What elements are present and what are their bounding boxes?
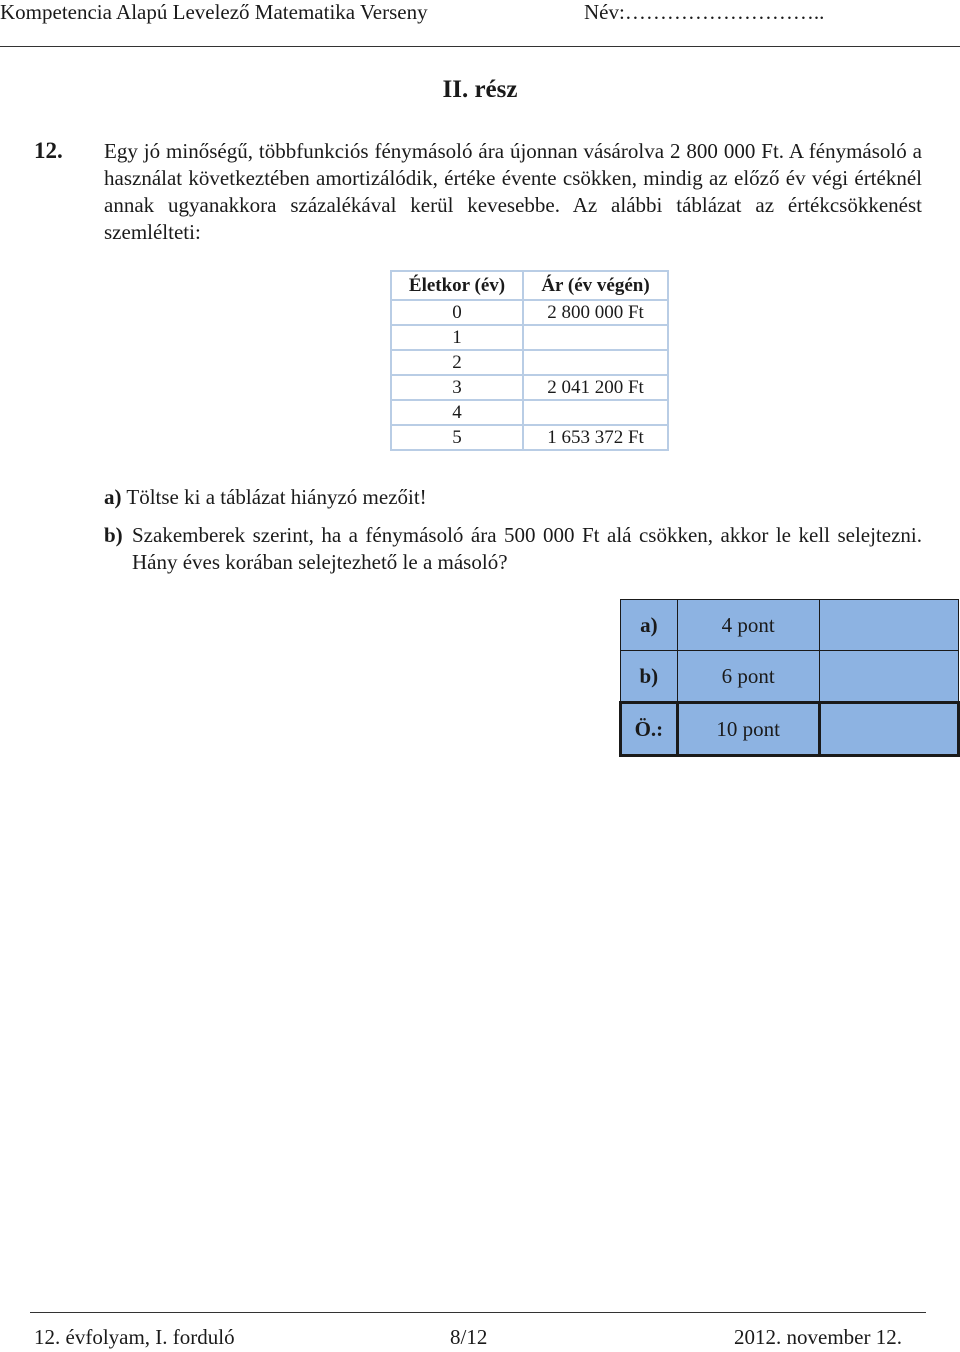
column-header-age: Életkor (év) [391,271,523,300]
question-b-text: Szakemberek szerint, ha a fénymásoló ára 500 000 Ft alá csökken, akkor le kell selejtezni. Hány éves korában selejtezhető le a másoló? [132,523,922,574]
question-a-label: a) [104,485,122,509]
age-cell: 5 [391,425,523,450]
footer-date: 2012. november 12. [734,1325,902,1349]
task-text: Egy jó minőségű, többfunkciós fénymásoló ára újonnan vásárolva 2 800 000 Ft. A fénymásoló a használat következtében amortizálódik, értéke évente csökken, mindig az előző év végi értéknél annak ugyanakkora százalékával kerül kevesebbe. Az alábbi táblázat az értékcsökkenést szemlélteti: [104,139,922,244]
age-cell: 1 [391,325,523,350]
score-total-input-cell[interactable] [819,703,958,756]
score-row [621,651,959,703]
table-row [391,350,668,375]
table-header-row [391,271,668,300]
depreciation-table [390,270,669,451]
score-max-points: 6 pont [677,651,819,703]
price-cell-empty[interactable] [523,400,668,425]
question-a [104,484,427,511]
question-b-label: b) [104,523,123,547]
header-divider [0,46,960,47]
page-number: 8/12 [450,1325,488,1349]
footer-grade-round: 12. évfolyam, I. forduló [34,1325,235,1349]
score-row [621,600,959,651]
score-max-points: 4 pont [677,600,819,651]
score-table [619,599,960,757]
score-total-label: Ö.: [621,703,678,756]
table-row [391,400,668,425]
score-label: a) [621,600,678,651]
table-row [391,375,668,400]
question-b [104,522,922,576]
price-cell: 1 653 372 Ft [523,425,668,450]
age-cell: 2 [391,350,523,375]
question-a-text: Töltse ki a táblázat hiányzó mezőit! [126,485,427,509]
age-cell: 3 [391,375,523,400]
score-label: b) [621,651,678,703]
score-input-cell[interactable] [819,600,958,651]
column-header-price: Ár (év végén) [523,271,668,300]
score-total-points: 10 pont [677,703,819,756]
competition-title: Kompetencia Alapú Levelező Matematika Verseny [0,0,428,24]
name-field: Név:……………………….. [584,0,825,24]
footer-divider [30,1312,926,1313]
price-cell: 2 041 200 Ft [523,375,668,400]
score-total-row [621,703,959,756]
age-cell: 4 [391,400,523,425]
table-row [391,300,668,325]
table-row [391,425,668,450]
score-input-cell[interactable] [819,651,958,703]
part-title: II. rész [442,76,518,103]
price-cell: 2 800 000 Ft [523,300,668,325]
age-cell: 0 [391,300,523,325]
price-cell-empty[interactable] [523,350,668,375]
task-number: 12. [34,138,63,163]
price-cell-empty[interactable] [523,325,668,350]
table-row [391,325,668,350]
